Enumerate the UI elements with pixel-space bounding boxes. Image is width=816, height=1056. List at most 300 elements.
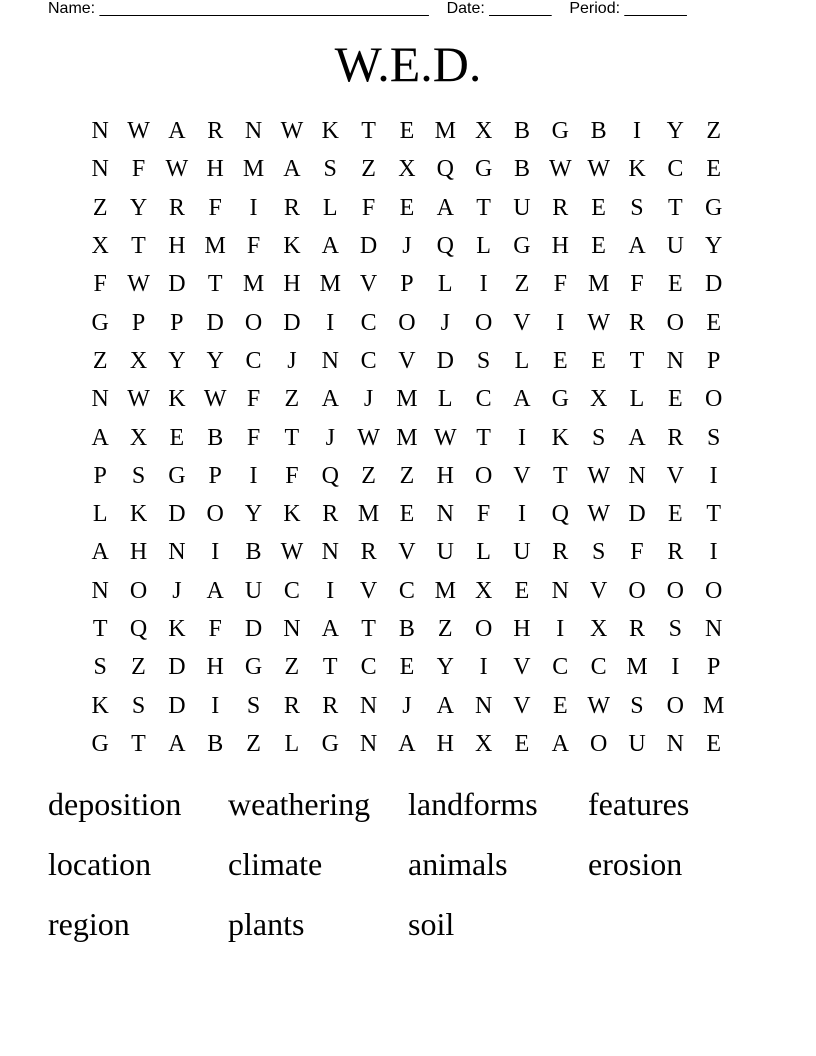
grid-cell: Z — [246, 730, 261, 757]
grid-cell: I — [479, 271, 488, 298]
grid-row — [81, 648, 733, 686]
grid-cell: I — [326, 309, 335, 336]
grid-cell: L — [476, 539, 491, 566]
grid-cell: L — [514, 347, 530, 374]
grid-cell: A — [321, 386, 339, 413]
grid-cell: Z — [514, 271, 530, 298]
grid-cell: J — [402, 233, 412, 260]
grid-cell: F — [246, 386, 261, 413]
grid-cell: N — [283, 616, 301, 642]
grid-cell: Z — [361, 462, 376, 489]
grid-cell: K — [283, 233, 301, 260]
grid-cell: P — [208, 462, 222, 489]
word-bank-item: features — [588, 786, 690, 822]
grid-cell: A — [206, 577, 224, 604]
grid-cell: Z — [284, 386, 300, 413]
grid-cell: N — [91, 577, 109, 604]
grid-cell: A — [436, 194, 454, 221]
word-bank-item: location — [48, 846, 152, 882]
grid-cell: W — [433, 424, 457, 451]
grid-cell: R — [207, 118, 224, 145]
grid-cell: W — [587, 156, 610, 183]
grid-cell: W — [127, 118, 150, 145]
grid-cell: F — [246, 233, 261, 260]
grid-cell: S — [131, 462, 146, 489]
grid-cell: A — [168, 730, 186, 757]
grid-cell: S — [476, 347, 491, 374]
grid-cell: D — [283, 309, 301, 336]
grid-cell: Y — [129, 194, 148, 221]
grid-cell: R — [628, 616, 645, 642]
grid-cell: W — [357, 424, 380, 451]
grid-cell: F — [553, 271, 567, 298]
grid-cell: M — [357, 501, 380, 528]
page-title: W.E.D. — [334, 36, 482, 92]
grid-cell: H — [168, 233, 186, 260]
grid-cell: V — [513, 654, 531, 681]
grid-cell: D — [359, 233, 378, 260]
grid-cell: S — [706, 424, 721, 451]
grid-cell: K — [91, 692, 109, 719]
grid-row — [81, 227, 733, 265]
grid-cell: N — [474, 692, 493, 719]
grid-cell: Z — [437, 616, 453, 642]
grid-cell: O — [129, 577, 148, 604]
grid-cell: S — [323, 156, 337, 183]
grid-cell: N — [244, 118, 263, 145]
grid-cell: F — [630, 539, 644, 566]
grid-cell: A — [321, 233, 339, 260]
grid-cell: N — [91, 118, 109, 145]
grid-cell: Y — [666, 118, 684, 145]
grid-cell: J — [172, 577, 182, 604]
grid-cell: M — [434, 118, 456, 145]
grid-cell: K — [321, 118, 339, 145]
grid-cell: O — [398, 309, 416, 336]
grid-cell: T — [361, 616, 376, 642]
grid-cell: D — [168, 654, 186, 681]
grid-cell: I — [517, 501, 526, 528]
grid-row — [81, 572, 733, 610]
grid-cell: K — [168, 386, 186, 413]
grid-cell: I — [479, 654, 488, 681]
grid-cell: Z — [92, 194, 108, 221]
grid-cell: G — [91, 730, 109, 757]
grid-cell: G — [91, 309, 109, 336]
grid-cell: R — [360, 539, 377, 566]
grid-row — [81, 725, 733, 763]
grid-cell: M — [396, 386, 418, 413]
grid-row — [81, 342, 733, 380]
grid-cell: O — [244, 309, 263, 336]
grid-cell: H — [513, 616, 531, 642]
grid-cell: O — [474, 309, 493, 336]
grid-cell: K — [283, 501, 301, 528]
grid-cell: E — [706, 156, 721, 183]
grid-cell: D — [168, 692, 186, 719]
grid-cell: E — [667, 271, 683, 298]
grid-cell: X — [474, 730, 493, 757]
grid-cell: W — [127, 386, 150, 413]
grid-cell: X — [474, 118, 493, 145]
grid-row — [81, 686, 733, 724]
grid-cell: X — [129, 347, 148, 374]
grid-cell: D — [206, 309, 224, 336]
grid-cell: X — [589, 386, 608, 413]
grid-cell: B — [207, 424, 224, 451]
grid-cell: X — [129, 424, 148, 451]
grid-cell: K — [168, 616, 186, 642]
grid-cell: A — [283, 156, 301, 183]
grid-cell: E — [706, 309, 721, 336]
grid-cell: A — [628, 233, 646, 260]
grid-cell: C — [398, 577, 415, 604]
grid-cell: W — [280, 118, 304, 145]
grid-cell: H — [436, 730, 454, 757]
word-bank-item: landforms — [408, 786, 538, 822]
grid-cell: Q — [321, 462, 339, 489]
grid-cell: T — [207, 271, 223, 298]
grid-cell: I — [709, 539, 718, 566]
grid-cell: A — [91, 539, 109, 566]
grid-cell: C — [360, 347, 377, 374]
grid-cell: I — [709, 462, 718, 489]
grid-cell: U — [513, 539, 531, 566]
grid-cell: M — [204, 233, 226, 260]
word-bank-item: climate — [228, 846, 323, 882]
grid-cell: Y — [244, 501, 263, 528]
grid-cell: S — [93, 654, 107, 681]
grid-cell: S — [668, 616, 682, 642]
grid-cell: F — [630, 271, 644, 298]
grid-cell: L — [284, 730, 300, 757]
grid-cell: G — [321, 730, 339, 757]
grid-cell: L — [437, 271, 453, 298]
grid-cell: B — [207, 730, 224, 757]
grid-cell: B — [398, 616, 415, 642]
grid-cell: K — [628, 156, 646, 183]
grid-cell: R — [667, 424, 684, 451]
grid-cell: H — [206, 654, 224, 681]
grid-cell: T — [476, 194, 491, 221]
grid-cell: A — [398, 730, 416, 757]
grid-cell: J — [402, 692, 412, 719]
word-bank-item: soil — [408, 906, 455, 942]
grid-row — [81, 610, 733, 648]
grid-cell: Z — [706, 118, 721, 145]
grid-cell: Q — [551, 501, 569, 528]
grid-cell: R — [322, 501, 339, 528]
grid-cell: M — [242, 271, 265, 298]
grid-cell: S — [630, 194, 644, 221]
grid-cell: N — [705, 616, 723, 642]
grid-cell: G — [474, 156, 493, 183]
grid-cell: Y — [436, 654, 454, 681]
grid-cell: I — [556, 309, 565, 336]
grid-cell: H — [551, 233, 569, 260]
grid-cell: N — [321, 347, 339, 374]
grid-row — [81, 495, 733, 533]
grid-cell: E — [399, 501, 415, 528]
grid-cell: U — [628, 730, 646, 757]
grid-cell: W — [587, 692, 610, 719]
grid-cell: Y — [168, 347, 186, 374]
grid-cell: C — [283, 577, 300, 604]
grid-cell: K — [129, 501, 148, 528]
grid-cell: N — [551, 577, 569, 604]
grid-cell: B — [513, 156, 530, 183]
grid-cell: B — [245, 539, 262, 566]
grid-cell: M — [626, 654, 648, 681]
grid-cell: A — [91, 424, 109, 451]
grid-cell: V — [589, 577, 608, 604]
grid-cell: I — [632, 118, 641, 145]
grid-cell: E — [399, 118, 415, 145]
grid-cell: W — [548, 156, 572, 183]
grid-cell: H — [129, 539, 148, 566]
grid-cell: J — [363, 386, 374, 413]
grid-cell: P — [170, 309, 184, 336]
grid-cell: M — [587, 271, 610, 298]
grid-cell: L — [437, 386, 453, 413]
grid-cell: G — [244, 654, 263, 681]
grid-cell: W — [127, 271, 150, 298]
grid-cell: O — [628, 577, 646, 604]
grid-row — [81, 150, 733, 188]
grid-cell: Z — [399, 462, 415, 489]
grid-cell: M — [703, 692, 725, 719]
grid-cell: C — [360, 309, 377, 336]
grid-cell: L — [476, 233, 491, 260]
grid-cell: L — [629, 386, 645, 413]
grid-cell: E — [399, 194, 415, 221]
grid-cell: Y — [206, 347, 224, 374]
grid-cell: O — [705, 386, 723, 413]
grid-cell: W — [203, 386, 227, 413]
grid-cell: P — [706, 347, 721, 374]
grid-cell: H — [283, 271, 301, 298]
grid-cell: X — [398, 156, 416, 183]
grid-cell: C — [590, 654, 607, 681]
grid-cell: T — [284, 424, 300, 451]
grid-cell: U — [244, 577, 263, 604]
grid-cell: O — [474, 462, 493, 489]
grid-cell: E — [169, 424, 185, 451]
grid-cell: D — [168, 271, 186, 298]
grid-cell: V — [513, 692, 531, 719]
grid-cell: D — [168, 501, 186, 528]
grid-cell: C — [245, 347, 262, 374]
grid-cell: J — [440, 309, 450, 336]
grid-row — [81, 533, 733, 571]
grid-cell: F — [476, 501, 491, 528]
grid-cell: V — [666, 462, 684, 489]
grid-cell: Z — [131, 654, 146, 681]
grid-cell: A — [168, 118, 186, 145]
grid-cell: T — [667, 194, 683, 221]
grid-cell: V — [513, 462, 531, 489]
grid-cell: H — [436, 462, 454, 489]
grid-cell: R — [168, 194, 185, 221]
grid-cell: M — [242, 156, 265, 183]
grid-cell: A — [321, 616, 339, 642]
grid-cell: I — [517, 424, 526, 451]
grid-cell: L — [322, 194, 338, 221]
grid-cell: T — [361, 118, 376, 145]
grid-cell: V — [359, 577, 378, 604]
grid-cell: V — [398, 347, 416, 374]
grid-cell: Q — [436, 156, 454, 183]
grid-cell: X — [91, 233, 109, 260]
grid-cell: O — [666, 692, 684, 719]
grid-row — [81, 189, 733, 227]
grid-cell: T — [706, 501, 721, 528]
grid-cell: F — [93, 271, 107, 298]
grid-cell: I — [249, 462, 258, 489]
grid-cell: Z — [92, 347, 108, 374]
grid-row — [81, 418, 733, 456]
grid-cell: F — [131, 156, 146, 183]
grid-cell: N — [91, 386, 109, 413]
grid-cell: Q — [129, 616, 148, 642]
grid-cell: S — [630, 692, 644, 719]
grid-cell: S — [131, 692, 146, 719]
grid-cell: N — [359, 692, 378, 719]
letter-grid — [81, 112, 733, 763]
grid-cell: S — [246, 692, 261, 719]
grid-cell: P — [706, 654, 721, 681]
grid-cell: F — [361, 194, 376, 221]
grid-cell: T — [131, 730, 146, 757]
grid-cell: L — [92, 501, 108, 528]
grid-cell: S — [591, 539, 606, 566]
grid-cell: H — [206, 156, 224, 183]
grid-cell: R — [322, 692, 339, 719]
grid-cell: I — [211, 692, 220, 719]
grid-cell: D — [244, 616, 263, 642]
grid-cell: R — [628, 309, 645, 336]
grid-cell: Q — [436, 233, 454, 260]
grid-cell: K — [551, 424, 569, 451]
grid-cell: M — [434, 577, 456, 604]
grid-cell: N — [666, 730, 684, 757]
grid-cell: R — [283, 692, 300, 719]
grid-cell: N — [628, 462, 646, 489]
grid-cell: C — [667, 156, 684, 183]
grid-cell: C — [475, 386, 492, 413]
grid-cell: D — [436, 347, 454, 374]
grid-cell: P — [131, 309, 146, 336]
grid-cell: Y — [705, 233, 723, 260]
student-info-line: Name: _____________________________________ Date: _______ Period: _______ — [48, 0, 687, 17]
grid-cell: V — [359, 271, 378, 298]
grid-cell: C — [552, 654, 569, 681]
grid-cell: D — [705, 271, 723, 298]
grid-cell: E — [591, 347, 606, 374]
grid-cell: P — [400, 271, 414, 298]
word-bank — [48, 779, 768, 959]
grid-row — [81, 265, 733, 303]
grid-cell: W — [165, 156, 189, 183]
grid-cell: T — [322, 654, 338, 681]
grid-cell: O — [589, 730, 608, 757]
grid-cell: A — [513, 386, 531, 413]
grid-cell: I — [211, 539, 220, 566]
grid-cell: R — [283, 194, 300, 221]
grid-cell: M — [396, 424, 418, 451]
word-bank-item: plants — [228, 906, 305, 942]
grid-cell: U — [513, 194, 531, 221]
grid-cell: W — [587, 501, 610, 528]
grid-cell: N — [91, 156, 109, 183]
grid-cell: A — [436, 692, 454, 719]
grid-cell: E — [514, 730, 530, 757]
grid-cell: F — [208, 616, 222, 642]
grid-cell: U — [436, 539, 454, 566]
grid-cell: N — [359, 730, 378, 757]
grid-cell: F — [285, 462, 299, 489]
grid-cell: J — [325, 424, 335, 451]
grid-cell: A — [551, 730, 569, 757]
grid-cell: R — [552, 194, 569, 221]
grid-cell: R — [667, 539, 684, 566]
grid-cell: G — [551, 386, 569, 413]
grid-cell: O — [705, 577, 723, 604]
grid-cell: N — [436, 501, 454, 528]
grid-cell: B — [513, 118, 530, 145]
grid-cell: F — [246, 424, 261, 451]
grid-cell: U — [666, 233, 684, 260]
grid-cell: W — [280, 539, 304, 566]
grid-cell: I — [556, 616, 565, 642]
grid-cell: E — [552, 347, 568, 374]
grid-cell: C — [360, 654, 377, 681]
grid-cell: V — [513, 309, 531, 336]
grid-cell: X — [589, 616, 608, 642]
grid-cell: W — [587, 462, 610, 489]
grid-row — [81, 457, 733, 495]
grid-cell: G — [513, 233, 531, 260]
grid-cell: T — [629, 347, 645, 374]
grid-cell: X — [474, 577, 493, 604]
grid-cell: V — [398, 539, 416, 566]
grid-cell: I — [671, 654, 680, 681]
grid-cell: E — [706, 730, 721, 757]
grid-cell: O — [474, 616, 493, 642]
grid-cell: G — [551, 118, 569, 145]
grid-cell: E — [591, 233, 606, 260]
grid-cell: E — [552, 692, 568, 719]
grid-cell: D — [628, 501, 646, 528]
grid-cell: G — [705, 194, 723, 221]
grid-cell: T — [476, 424, 491, 451]
grid-cell: N — [168, 539, 186, 566]
grid-row — [81, 112, 733, 150]
word-bank-item: animals — [408, 846, 508, 882]
grid-cell: E — [514, 577, 530, 604]
grid-cell: J — [287, 347, 297, 374]
grid-cell: E — [667, 501, 683, 528]
grid-cell: I — [249, 194, 258, 221]
grid-row — [81, 380, 733, 418]
grid-cell: O — [666, 309, 684, 336]
grid-cell: E — [399, 654, 415, 681]
grid-cell: M — [319, 271, 341, 298]
grid-cell: E — [667, 386, 683, 413]
grid-cell: T — [552, 462, 568, 489]
word-bank-item: region — [48, 906, 130, 942]
word-bank-item: deposition — [48, 786, 182, 822]
